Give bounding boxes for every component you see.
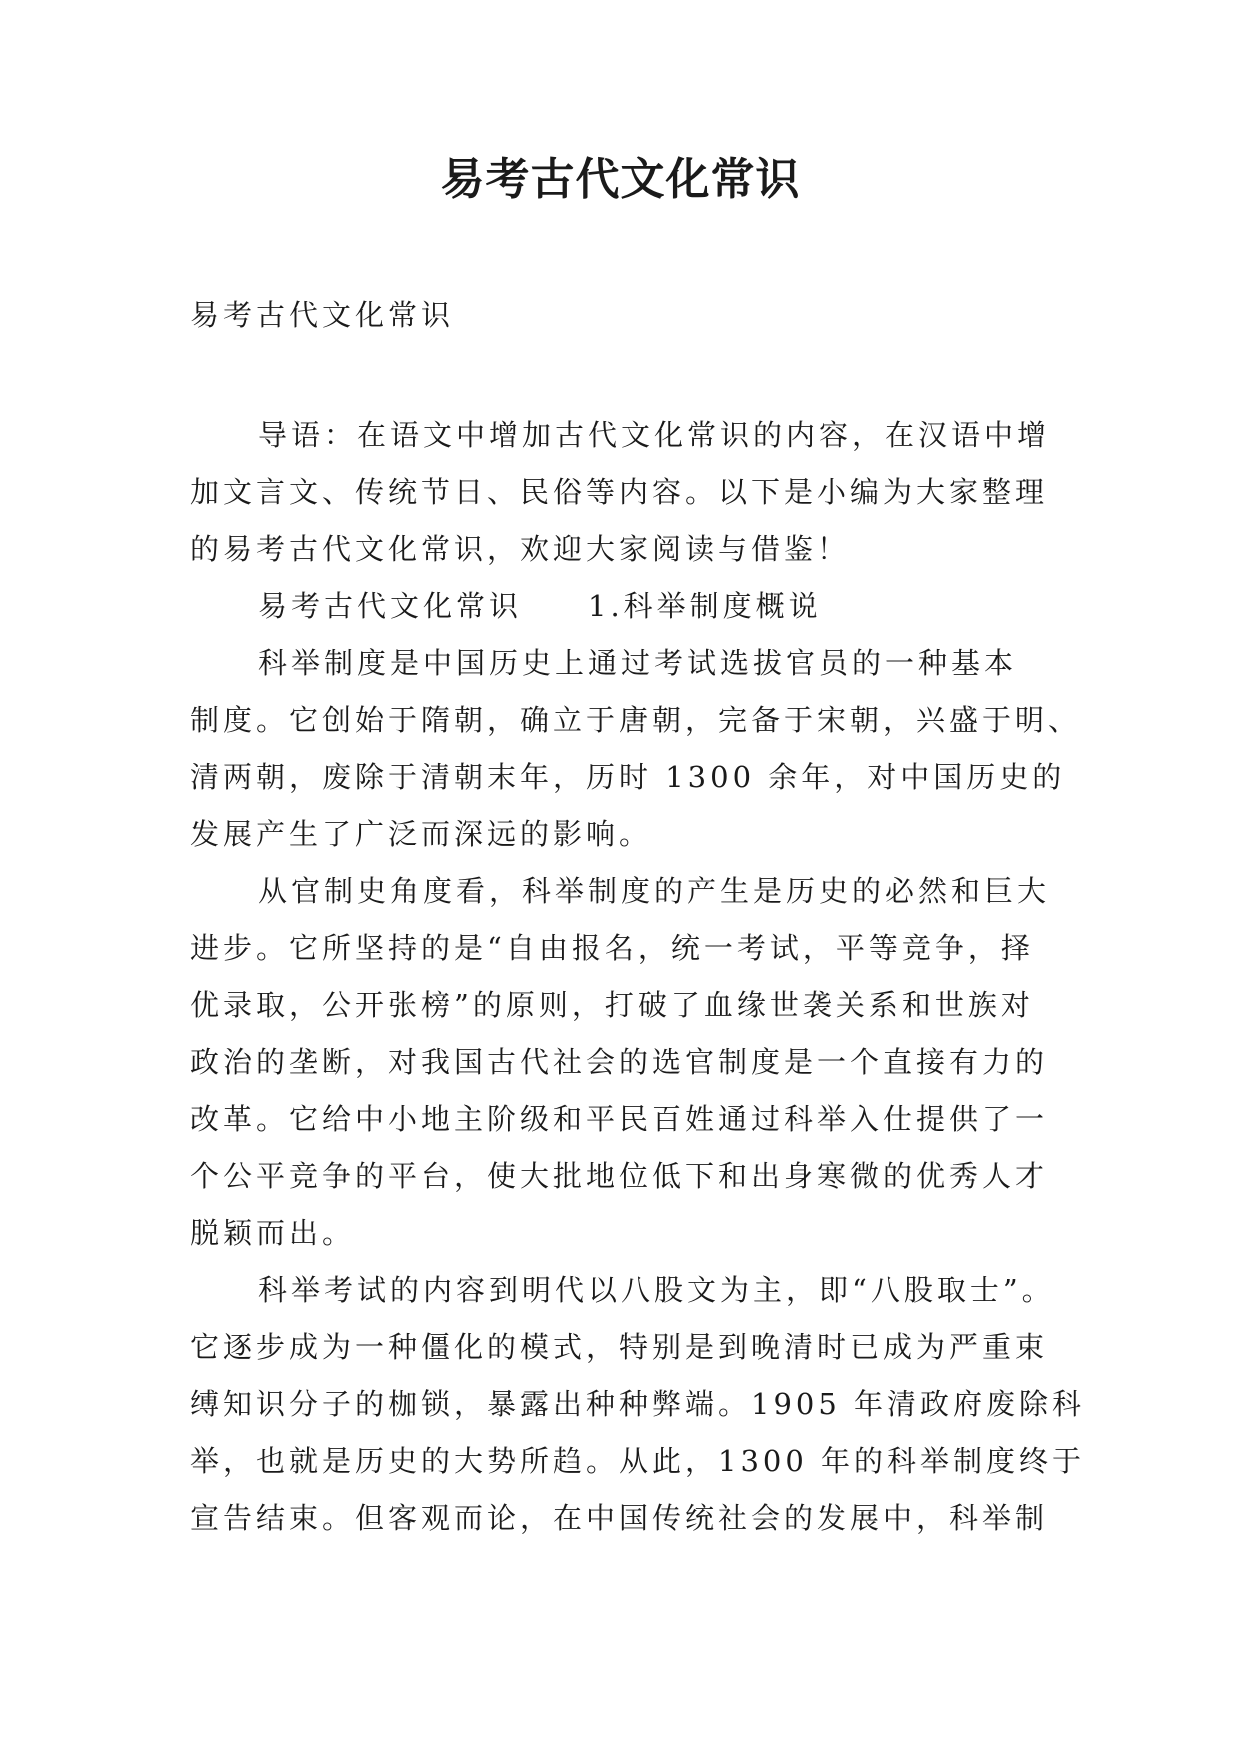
text-line: 它逐步成为一种僵化的模式，特别是到晚清时已成为严重束 bbox=[190, 1330, 1049, 1364]
text-line: 导语：在语文中增加古代文化常识的内容，在汉语中增 bbox=[258, 418, 1051, 452]
text-line: 科举考试的内容到明代以八股文为主，即“八股取士”。 bbox=[258, 1273, 1055, 1307]
text-line: 从官制史角度看，科举制度的产生是历史的必然和巨大 bbox=[258, 874, 1051, 908]
document-title: 易考古代文化常识 bbox=[440, 154, 801, 205]
text-line: 宣告结束。但客观而论，在中国传统社会的发展中，科举制 bbox=[190, 1501, 1049, 1535]
text-line: 举，也就是历史的大势所趋。从此，1300 年的科举制度终于 bbox=[190, 1444, 1086, 1478]
text-line: 缚知识分子的枷锁，暴露出种种弊端。1905 年清政府废除科 bbox=[190, 1387, 1086, 1421]
text-line: 制度。它创始于隋朝，确立于唐朝，完备于宋朝，兴盛于明、 bbox=[190, 703, 1082, 737]
text-line: 优录取，公开张榜”的原则，打破了血缘世袭关系和世族对 bbox=[190, 988, 1034, 1022]
text-line: 科举制度是中国历史上通过考试选拔官员的一种基本 bbox=[258, 646, 1018, 680]
text-line: 的易考古代文化常识，欢迎大家阅读与借鉴！ bbox=[190, 532, 851, 566]
text-line: 改革。它给中小地主阶级和平民百姓通过科举入仕提供了一 bbox=[190, 1102, 1049, 1136]
text-line: 发展产生了广泛而深远的影响。 bbox=[190, 817, 653, 851]
text-line: 进步。它所坚持的是“自由报名，统一考试，平等竞争，择 bbox=[190, 931, 1034, 965]
text-line: 加文言文、传统节日、民俗等内容。以下是小编为大家整理 bbox=[190, 475, 1049, 509]
text-line: 个公平竞争的平台，使大批地位低下和出身寒微的优秀人才 bbox=[190, 1159, 1049, 1193]
text-line: 脱颖而出。 bbox=[190, 1216, 356, 1250]
text-line: 政治的垄断，对我国古代社会的选官制度是一个直接有力的 bbox=[190, 1045, 1049, 1079]
subtitle-line: 易考古代文化常识 bbox=[190, 298, 455, 332]
section-heading: 易考古代文化常识 1.科举制度概说 bbox=[258, 589, 822, 623]
text-line: 清两朝，废除于清朝末年，历时 1300 余年，对中国历史的 bbox=[190, 760, 1066, 794]
